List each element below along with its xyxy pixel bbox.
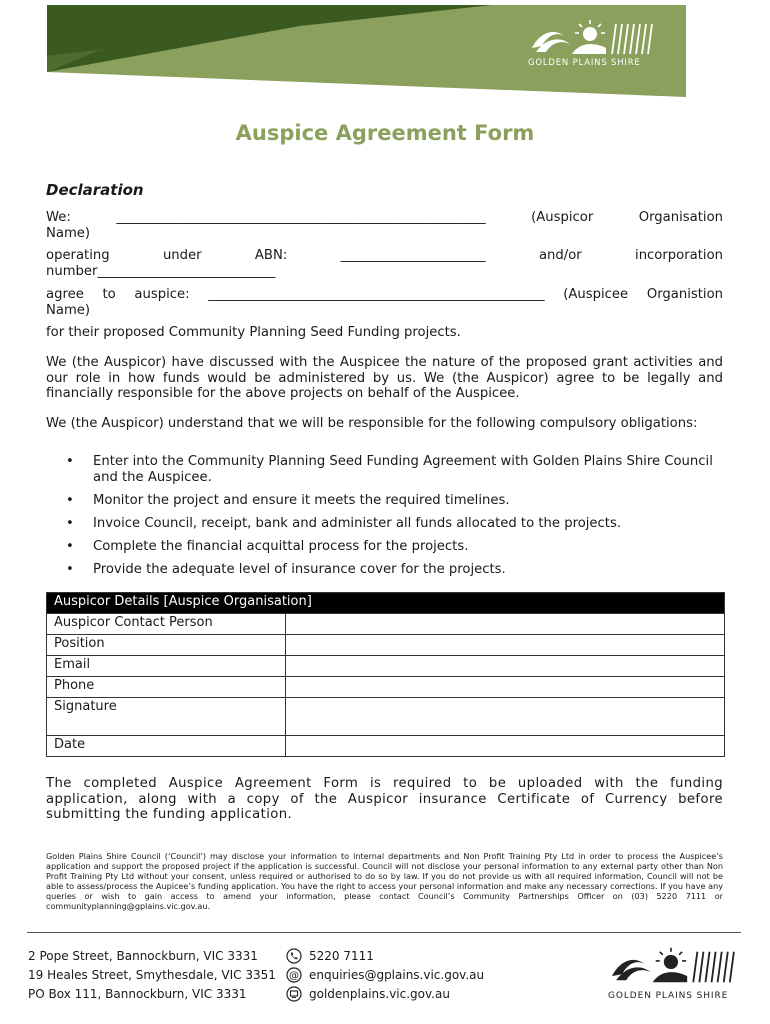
row-label: Position	[47, 635, 286, 656]
table-row	[47, 698, 725, 736]
sun-wave-icon	[608, 945, 742, 987]
footer-divider	[27, 932, 741, 933]
auspice-line: agree to auspice: ___________________________________________________ (Auspicee Organistion	[46, 287, 723, 302]
monitor-icon	[286, 986, 302, 1002]
row-label: Email	[47, 656, 286, 677]
abn-field[interactable]	[46, 248, 723, 279]
list-item: • Monitor the project and ensure it meets the required timelines.	[46, 493, 723, 509]
auspicor-discussion-paragraph: We (the Auspicor) have discussed with the Auspicee the nature of the proposed grant activities and our role in how funds would be administered by us. We (the Auspicor) agree to be legally and financially responsible for the above projects on behalf of the Auspicee.	[46, 355, 723, 401]
list-item: • Enter into the Community Planning Seed Funding Agreement with Golden Plains Shire Council and the Auspicee.	[46, 454, 723, 486]
auspice-line-cont: Name)	[46, 302, 91, 318]
footer-brand-name: GOLDEN PLAINS SHIRE	[608, 991, 729, 1001]
table-row	[47, 614, 725, 635]
phone-icon	[286, 948, 302, 964]
declaration-heading: Declaration	[46, 181, 144, 199]
svg-text:@: @	[289, 970, 299, 982]
row-label: Date	[47, 736, 286, 757]
list-item: • Invoice Council, receipt, bank and administer all funds allocated to the projects.	[46, 516, 723, 532]
page-title: Auspice Agreement Form	[235, 121, 535, 145]
date-cell[interactable]	[286, 736, 725, 757]
contact-person-cell[interactable]	[286, 614, 725, 635]
table-row	[47, 656, 725, 677]
address-line: PO Box 111, Bannockburn, VIC 3331	[28, 987, 247, 1001]
we-line-cont: Name)	[46, 225, 91, 241]
position-cell[interactable]	[286, 635, 725, 656]
auspice-field[interactable]	[46, 287, 723, 318]
abn-line-cont: number___________________________	[46, 263, 276, 279]
obligations-intro: We (the Auspicor) understand that we will be responsible for the following compulsory obligations:	[46, 416, 698, 431]
address-line: 19 Heales Street, Smythesdale, VIC 3351	[28, 968, 276, 982]
we-field[interactable]	[46, 210, 723, 241]
phone-number[interactable]: 5220 7111	[309, 949, 374, 963]
obligations-list	[46, 454, 723, 585]
row-label: Signature	[47, 698, 286, 736]
privacy-notice: Golden Plains Shire Council (‘Council’) may disclose your information to internal departments and Non Profit Training Pty Ltd in order to process the Auspicee’s application and support the proposed project if the application is successful. Council will not disclose your personal information to any external party other than Non Profit Training Pty Ltd without your consent, unless required or authorised to do so by law. If you do not provide us with all required information, Council will not be able to assess/process the Aupicee’s funding application. You have the right to access your personal information and make any necessary corrections. If you have any queries or wish to gain access to amend your information, please contact Council’s Community Partnerships Officer on (03) 5220 7111 or communityplanning@gplains.vic.gov.au.	[46, 851, 723, 911]
table-row	[47, 677, 725, 698]
table-row	[47, 736, 725, 757]
list-item: • Provide the adequate level of insurance cover for the projects.	[46, 562, 723, 578]
row-label: Phone	[47, 677, 286, 698]
table-header: Auspicor Details [Auspice Organisation]	[47, 593, 725, 614]
email-link[interactable]: enquiries@gplains.vic.gov.au	[309, 968, 485, 982]
address-line: 2 Pope Street, Bannockburn, VIC 3331	[28, 949, 258, 963]
list-item: • Complete the financial acquittal process for the projects.	[46, 539, 723, 555]
signature-cell[interactable]	[286, 698, 725, 736]
projects-paragraph: for their proposed Community Planning Seed Funding projects.	[46, 325, 461, 340]
footer-logo	[608, 945, 742, 1001]
we-line: We: ________________________________________________________ (Auspicor Organisation	[46, 210, 723, 225]
website-link[interactable]: goldenplains.vic.gov.au	[309, 987, 450, 1001]
table-header-row	[47, 593, 725, 614]
abn-line: operating under ABN: ______________________ and/or incorporation	[46, 248, 723, 263]
email-cell[interactable]	[286, 656, 725, 677]
sun-wave-icon	[528, 18, 660, 58]
brand-logo	[528, 18, 660, 76]
table-row	[47, 635, 725, 656]
auspicor-details-table	[46, 592, 725, 757]
at-sign-icon	[286, 967, 302, 983]
brand-name: GOLDEN PLAINS SHIRE	[528, 58, 641, 68]
phone-cell[interactable]	[286, 677, 725, 698]
closing-paragraph: The completed Auspice Agreement Form is required to be uploaded with the funding application, along with a copy of the Auspicor insurance Certificate of Currency before submitting the funding application.	[46, 776, 723, 822]
row-label: Auspicor Contact Person	[47, 614, 286, 635]
